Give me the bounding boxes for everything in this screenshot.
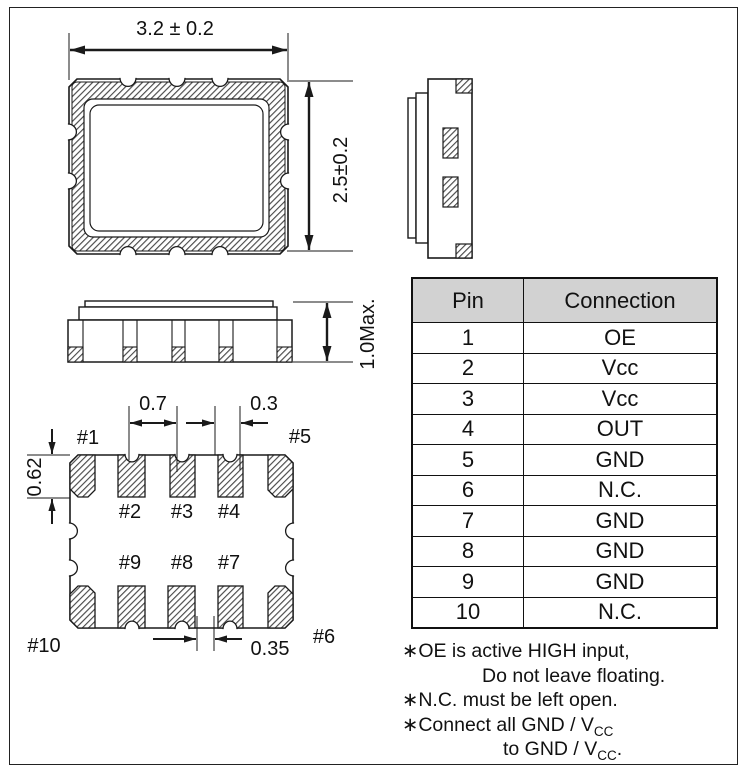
table-row (413, 322, 716, 353)
side-view (408, 79, 472, 258)
table-row (413, 414, 716, 445)
dim-pad-length (24, 429, 70, 524)
pin-label-7: #7 (217, 552, 241, 574)
table-row (413, 505, 716, 536)
vcc-subscript: CC (593, 723, 614, 739)
dim-body-width-label: 3.2 ± 0.2 (136, 18, 214, 40)
dim-pad-width-label: 0.3 (250, 393, 278, 415)
pin-cell: 5 (413, 445, 524, 475)
connection-cell: GND (595, 568, 645, 594)
side-view-body (428, 79, 472, 258)
dim-pad-gap-label: 0.35 (250, 638, 290, 660)
pin-label-4: #4 (217, 501, 241, 523)
table-row (413, 383, 716, 414)
connection-cell: GND (595, 538, 645, 564)
side-view-step (416, 93, 428, 243)
dim-pad-length-label: 0.62 (24, 457, 46, 497)
connection-cell: N.C. (598, 599, 642, 625)
pin-label-10: #10 (27, 635, 61, 657)
dim-body-height (287, 81, 353, 251)
pin-cell: 3 (413, 384, 524, 414)
pin-cell: 2 (413, 354, 524, 384)
pad-5 (268, 455, 293, 497)
bottom-view (69, 454, 294, 629)
connection-cell: OE (604, 324, 636, 350)
dim-pad-pitch-label: 0.7 (139, 393, 167, 415)
side-view-pad-top (456, 79, 472, 93)
pin-cell: 6 (413, 476, 524, 506)
pin-label-6: #6 (312, 626, 336, 648)
pin-cell: 9 (413, 567, 524, 597)
connection-header: Connection (564, 287, 676, 313)
table-row (413, 475, 716, 506)
table-header-row (413, 279, 716, 322)
pin-label-9: #9 (118, 552, 142, 574)
table-row (413, 353, 716, 384)
pin-label-8: #8 (170, 552, 194, 574)
front-view-upper-body (79, 307, 277, 320)
note-oe-line1: ∗OE is active HIGH input, (402, 640, 630, 662)
dim-body-width (69, 18, 288, 80)
side-view-electrode-1 (443, 128, 458, 158)
connection-cell: OUT (596, 416, 644, 442)
side-view-pad-bottom (456, 244, 472, 258)
pin-cell: 4 (413, 415, 524, 445)
connection-cell: GND (595, 507, 645, 533)
table-row (413, 566, 716, 597)
pad-10 (70, 586, 95, 628)
dim-body-thickness-label: 1.0Max. (357, 298, 379, 370)
connection-cell: N.C. (598, 477, 642, 503)
pin-label-1: #1 (76, 427, 100, 449)
top-view (68, 78, 289, 255)
pad-6 (268, 586, 293, 628)
table-row (413, 444, 716, 475)
pin-cell: 1 (413, 323, 524, 353)
front-view (68, 301, 292, 362)
note-oe-line2: Do not leave floating. (482, 664, 666, 687)
top-view-lid (90, 105, 263, 231)
pin-cell: 8 (413, 537, 524, 567)
note-gnd-line2: to GND / $V_{CC}$. (503, 738, 623, 763)
table-row (413, 536, 716, 567)
side-view-lid (408, 98, 416, 238)
pin-label-5: #5 (288, 426, 312, 448)
connection-cell: Vcc (601, 385, 639, 411)
vcc-subscript: CC (597, 747, 617, 763)
front-view-lid (85, 301, 273, 307)
pin-label-3: #3 (170, 501, 194, 523)
note-gnd-line1: ∗Connect all GND / $V_{CC}$ (402, 713, 614, 739)
dim-body-thickness (293, 298, 379, 369)
pin-cell: 10 (413, 598, 524, 628)
connection-cell: Vcc (601, 355, 639, 381)
pin-cell: 7 (413, 506, 524, 536)
connection-cell: GND (595, 446, 645, 472)
footnotes (402, 639, 742, 762)
side-view-electrode-2 (443, 177, 458, 207)
note-nc: ∗N.C. must be left open. (402, 689, 618, 711)
table-row (413, 597, 716, 628)
dim-body-height-label: 2.5±0.2 (330, 136, 352, 204)
pin-label-2: #2 (118, 501, 142, 523)
pin-header: Pin (413, 279, 524, 322)
pad-1 (70, 455, 95, 497)
pin-connection-table (411, 277, 718, 629)
